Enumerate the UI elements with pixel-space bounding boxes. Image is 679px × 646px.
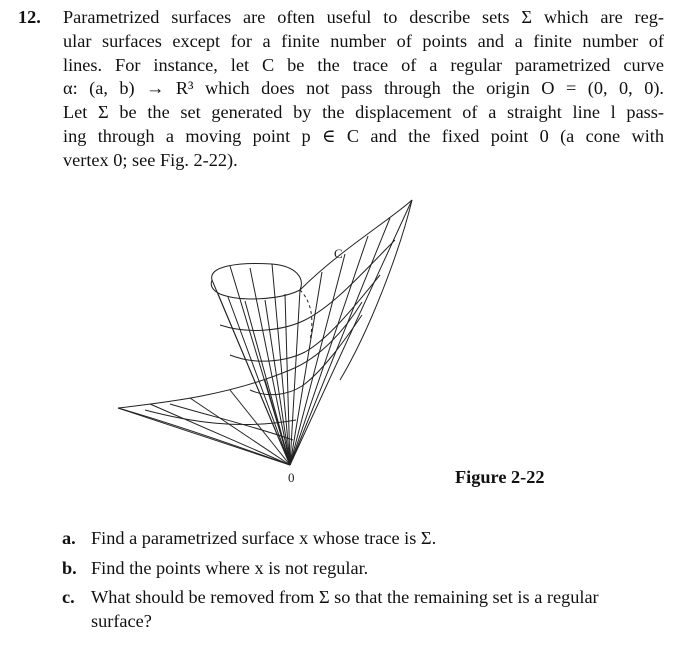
question-c-text-1: What should be removed from Σ so that the remaining set is a regular [91,587,599,608]
cone-ruling-9 [290,254,345,465]
curve-label: C [334,246,343,261]
problem-line-5: Let Σ be the set generated by the displacement of a straight line l pass- [63,102,664,123]
sheet-edge-top [300,200,412,290]
question-b-text: Find the points where x is not regular. [91,557,369,578]
question-b [62,557,662,581]
question-a [62,527,662,551]
sheet-edge-left [118,302,362,408]
figure-caption: Figure 2-22 [455,467,545,487]
parallel-3 [250,315,362,395]
problem-text-1: Parametrized surfaces are often useful to describe sets Σ which are reg- [63,7,664,27]
question-b-label: b. [62,557,77,578]
cone-figure [100,190,430,500]
problem-line-4: α: (a, b) → R³ which does not pass through the origin O = (0, 0, 0). [63,78,664,99]
cone-ruling-12 [290,200,412,465]
question-c [62,586,662,633]
cone-ruling-2 [218,294,290,465]
problem-statement [18,6,664,173]
cone-ruling-8 [290,272,322,465]
sheet-ruling-4 [230,390,290,465]
curve-c-hidden [300,290,312,340]
problem-line-6: ing through a moving point p ∈ C and the fixed point 0 (a cone with [63,125,664,146]
sheet-ruling-1 [118,408,290,465]
problem-line-3: lines. For instance, let C be the trace of a regular parametrized curve [63,54,664,75]
problem-line-2: ular surfaces except for a finite number of points and a finite number of [63,30,664,51]
sheet-edge-right [340,200,412,380]
question-c-label: c. [62,587,75,608]
sheet-ruling-2 [150,404,290,465]
parallel-1 [220,240,395,330]
cone-ruling-3 [228,297,290,465]
question-a-text: Find a parametrized surface x whose trace is Σ. [91,528,437,548]
problem-number: 12. [18,7,41,27]
problem-line-1 [18,6,664,30]
vertex-label: 0 [288,470,295,485]
questions-list [62,527,662,639]
sheet-ruling-3 [190,398,290,465]
question-a-label: a. [62,528,76,548]
problem-line-7: vertex 0; see Fig. 2-22). [63,149,238,170]
question-c-text-2: surface? [91,610,152,631]
cone-rim [211,264,301,299]
